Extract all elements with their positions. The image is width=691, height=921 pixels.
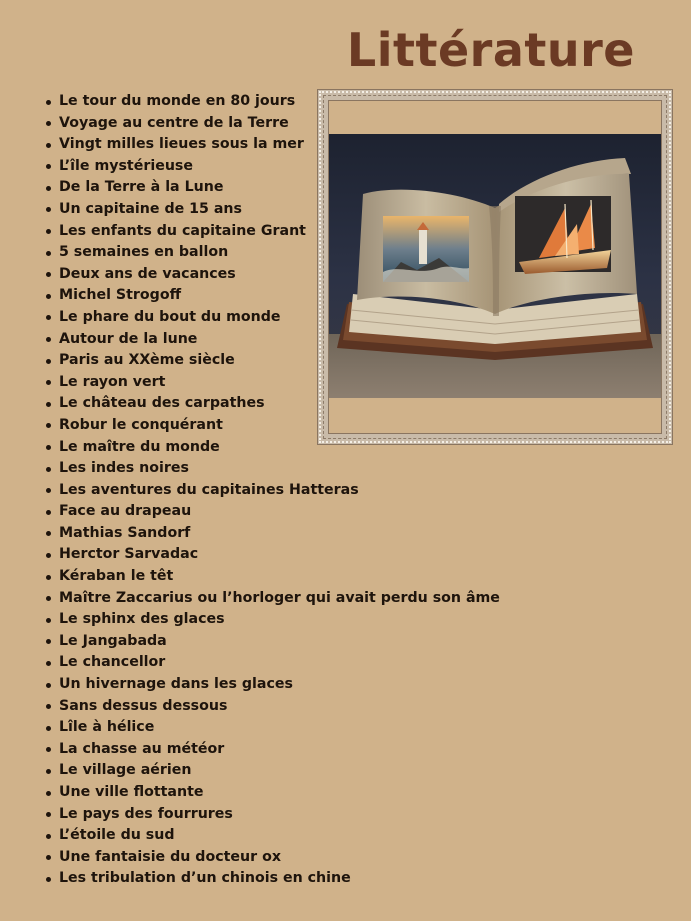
book-title: Maître Zaccarius ou l’horloger qui avait perdu son âme [59,589,500,606]
book-title: Un hivernage dans les glaces [59,676,293,693]
bullet-icon [46,467,51,472]
list-item [44,847,500,869]
bullet-icon [46,877,51,882]
bullet-icon [46,575,51,580]
book-title: L’île mystérieuse [59,157,193,174]
bullet-icon [46,488,51,493]
list-item [44,480,500,502]
bullet-icon [46,294,51,299]
list-item [44,609,500,631]
list-item [44,868,500,890]
bullet-icon [46,186,51,191]
book-title: Le phare du bout du monde [59,308,281,325]
list-item [44,523,500,545]
book-title: Le tour du monde en 80 jours [59,93,296,109]
book-title: Le village aérien [59,762,192,779]
list-item [44,717,500,739]
bullet-icon [46,337,51,342]
bullet-icon [46,423,51,428]
book-title: Autour de la lune [59,330,198,347]
bullet-icon [46,791,51,796]
book-title: Paris au XXème siècle [59,352,235,369]
bullet-icon [46,683,51,688]
book-title: Herctor Sarvadac [59,546,199,563]
bullet-icon [46,272,51,277]
book-title: Mathias Sandorf [59,524,191,541]
list-item [44,652,500,674]
book-title: Le maître du monde [59,438,220,455]
bullet-icon [46,510,51,515]
bullet-icon [46,207,51,212]
bullet-icon [46,380,51,385]
book-title: Kéraban le têt [59,568,174,585]
book-title: Les enfants du capitaine Grant [59,222,306,239]
bullet-icon [46,229,51,234]
book-title: Le sphinx des glaces [59,611,225,628]
list-item [44,544,500,566]
list-item [44,631,500,653]
list-item [44,804,500,826]
bullet-icon [46,553,51,558]
book-title: Michel Strogoff [59,287,182,304]
bullet-icon [46,855,51,860]
list-item [44,760,500,782]
bullet-icon [46,164,51,169]
book-title: Le rayon vert [59,373,166,390]
book-title: Deux ans de vacances [59,265,236,282]
list-item [44,566,500,588]
book-title: Le chancellor [59,654,166,671]
bullet-icon [46,618,51,623]
book-title: 5 semaines en ballon [59,244,229,261]
bullet-icon [46,100,51,105]
book-title: La chasse au météor [59,740,225,757]
book-title: Un capitaine de 15 ans [59,200,242,217]
bullet-icon [46,834,51,839]
book-title: Le château des carpathes [59,395,265,412]
page-title: Littérature [346,23,635,77]
bullet-icon [46,402,51,407]
book-title: Une fantaisie du docteur ox [59,848,281,865]
list-item [44,782,500,804]
book-title: Les tribulation d’un chinois en chine [59,870,351,887]
book-image-frame [318,90,672,444]
list-item [44,501,500,523]
bullet-icon [46,747,51,752]
list-item [44,739,500,761]
list-item [44,825,500,847]
book-title: Voyage au centre de la Terre [59,114,289,131]
list-item [44,696,500,718]
bullet-icon [46,661,51,666]
book-title: L’étoile du sud [59,827,175,844]
bullet-icon [46,531,51,536]
list-item [44,674,500,696]
bullet-icon [46,726,51,731]
bullet-icon [46,143,51,148]
bullet-icon [46,445,51,450]
open-book-image [329,134,661,398]
book-title: Les indes noires [59,460,189,477]
bullet-icon [46,812,51,817]
bullet-icon [46,121,51,126]
book-title: Les aventures du capitaines Hatteras [59,481,359,498]
bullet-icon [46,704,51,709]
bullet-icon [46,251,51,256]
book-title: Le Jangabada [59,632,167,649]
book-title: Face au drapeau [59,503,192,520]
bullet-icon [46,359,51,364]
book-title: Lîle à hélice [59,719,155,736]
book-title: Vingt milles lieues sous la mer [59,136,304,153]
list-item [44,588,500,610]
bullet-icon [46,769,51,774]
book-title: Sans dessus dessous [59,697,228,714]
bullet-icon [46,639,51,644]
book-title: Robur le conquérant [59,416,223,433]
bullet-icon [46,596,51,601]
book-title: De la Terre à la Lune [59,179,224,196]
book-title: Une ville flottante [59,784,204,800]
list-item [44,458,500,480]
bullet-icon [46,315,51,320]
book-title: Le pays des fourrures [59,805,233,822]
